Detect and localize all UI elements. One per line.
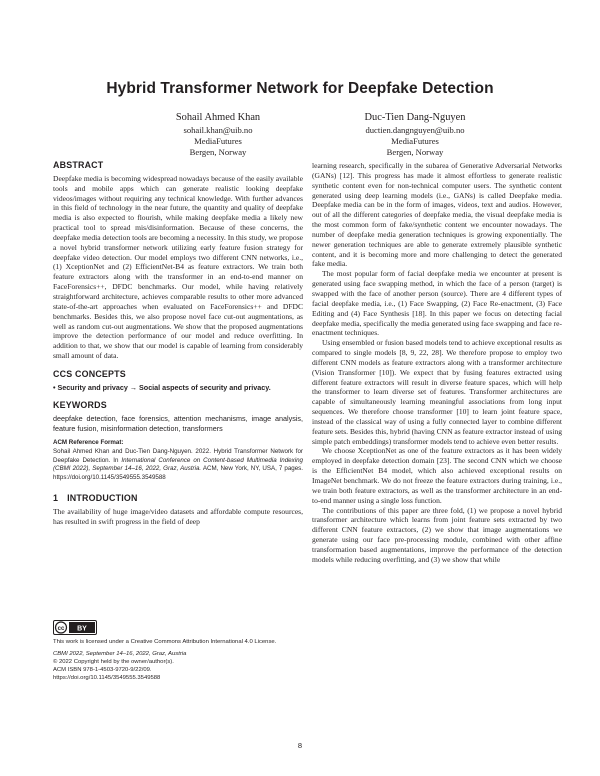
cc-logo-text: cc <box>57 625 65 632</box>
cc-by-logo-icon <box>53 620 97 635</box>
cc-logo-badge: BY <box>77 625 87 633</box>
body-paragraph: The contributions of this paper are three fold, (1) we propose a novel hybrid transformer architecture which learns from joint feature sets extracted by two different CNN feature extractors, (2) we show that image augmentations we generate using our face pre-processing module, combined with other affine transformation based augmentations, improve the performance of the detection models while reducing overfitting, and (3) we show that while <box>312 505 562 564</box>
license-block <box>53 620 303 682</box>
author-location: Bergen, Norway <box>386 147 444 158</box>
ccs-text: • Security and privacy → Social aspects of security and privacy. <box>53 382 271 392</box>
body-paragraph: Using ensembled or fusion based models tend to achieve exceptional results as compared to single models [8, 9, 22, 28]. We therefore propose to employ two different CNN models as feature extractors along with a transformer architecture (Vision Transformer [10]). We expect that by fusing features extracted using different feature extractors will result in diverse feature spaces, which will help the transformer to learn diverse set of features. Transformer architectures are capable of simultaneously learning meaningful associations from long input sequences. We therefore choose transformer [10] to learn joint feature space, instead of the classical way of using a fully connected layer to combine different feature sets. Besides this, hybrid (having CNN as feature extractor instead of using simple patch embeddings) transformer models tend to achieve even better results. <box>312 338 562 446</box>
acm-reference-text: Sohail Ahmed Khan and Duc-Tien Dang-Nguyen. 2022. Hybrid Transformer Network for Deepfake Detection. In <box>53 447 303 464</box>
keywords-heading: KEYWORDS <box>53 400 107 411</box>
abstract-text: Deepfake media is becoming widespread nowadays because of the easily available tools and mobile apps which can generate realistic looking deepfake videos/images without requiring any technical knowledge. With further advances in this field of technology in the near future, the quantity and quality of deepfake media is also expected to flourish, while making deepfake media a likely new practical tool to spread mis/disinformation. Because of these concerns, the deepfake media detection tools are becoming a necessity. In this study, we propose a novel hybrid transformer network utilizing early feature fusion strategy for deepfake video detection. Our model employs two different CNN networks, i.e., (1) XceptionNet and (2) EfficientNet-B4 as feature extractors. We train both feature extractors along with the transformer in an end-to-end manner on FaceForensics++, DFDC benchmarks. Our model, while having relatively straightforward architecture, achieves comparable results to other more advanced state-of-the-art approaches when evaluated on FaceForensics++ and DFDC benchmarks. Besides this, we also propose novel face cut-out augmentations, as well as random cut-out augmentations. We show that the proposed augmentations improve the detection performance of our model and reduce overfitting. In addition to that, we show that our model is capable of learning from considerably small amount of data. <box>53 173 303 361</box>
author-name: Sohail Ahmed Khan <box>175 112 261 123</box>
license-copyright: © 2022 Copyright held by the owner/author(s). <box>53 659 174 665</box>
introduction-text: The availability of huge image/video datasets and affordable compute resources, has resulted in swift progress in the field of deep <box>53 507 303 526</box>
acm-reference-label: ACM Reference Format: <box>53 439 124 447</box>
author-name: Duc-Tien Dang-Nguyen <box>364 112 466 123</box>
body-paragraph: learning research, specifically in the subarea of Generative Adversarial Networks (GANs) [12]. This progress has made it almost effortless to generate realistic synthetic content even for non-technical computer users. The synthetic content generated using deep learning models (i.e., GANs) is called Deepfake media. Deepfake media can be in the form of images, videos, text and audios. However, out of all the different categories of deepfake media, the visual deepfake media is the most common form of fake/synthetic content we encounter nowadays. The number of deepfake media generation techniques is growing exponentially. The newer generation techniques are able to generate extremely plausible synthetic content, and it is becoming more and more challenging to detect the generated fake media. <box>312 161 562 269</box>
body-paragraph: The most popular form of facial deepfake media we encounter at present is generated using face swapping method, in which the face of a person (target) is swapped with the face of another person (source). There are 4 different types of facial deepfake media, i.e., (1) Face Swapping, (2) Face Re-enactment, (3) Face Editing and (4) Face Synthesis [18]. In this paper we focus on detecting facial deepfake media, specifically the media generated using face swapping and face re-enactment techniques. <box>312 269 562 338</box>
ccs-heading: CCS CONCEPTS <box>53 368 126 379</box>
author-affiliation: MediaFutures <box>194 135 242 146</box>
keywords-text: deepfake detection, face forensics, attention mechanisms, image analysis, feature fusion, misinformation detection, transformers <box>53 414 303 433</box>
paper-title: Hybrid Transformer Network for Deepfake Detection <box>106 80 494 97</box>
left-column <box>53 161 303 527</box>
author-email: ductien.dangnguyen@uib.no <box>365 124 465 135</box>
author-block-2 <box>295 112 535 159</box>
license-venue: CBMI 2022, September 14–16, 2022, Graz, Austria <box>53 651 187 657</box>
acm-reference-venue: International Conference on Content-based Multimedia Indexing (CBMI 2022), September 14–16, 2022, Graz, Austria. <box>53 456 303 473</box>
license-text: This work is licensed under a Creative Commons Attribution International 4.0 License. <box>53 639 277 645</box>
section-number: 1 <box>53 493 59 504</box>
abstract-heading: ABSTRACT <box>53 160 104 170</box>
right-column <box>312 161 562 565</box>
license-isbn: ACM ISBN 978-1-4503-9720-9/22/09. <box>53 667 152 673</box>
section-title: INTRODUCTION <box>67 493 138 504</box>
page-number: 8 <box>297 741 303 750</box>
license-doi: https://doi.org/10.1145/3549555.3549588 <box>53 675 161 681</box>
author-location: Bergen, Norway <box>189 147 247 158</box>
body-paragraph: We choose XceptionNet as one of the feature extractors as it has been widely employed in deepfake detection domain [23]. The second CNN which we choose is the EfficientNet B4 model, which also achieved exceptional results on ImageNet benchmark. We do not freeze the feature extractors during training, i.e., we train both feature extractors, as well as the transformer architecture in an end-to-end manner using a single loss function. <box>312 446 562 505</box>
author-affiliation: MediaFutures <box>391 135 439 146</box>
author-email: sohail.khan@uib.no <box>183 124 253 135</box>
acm-reference-doi: ACM, New York, NY, USA, 7 pages. https://doi.org/10.1145/3549555.3549588 <box>53 465 303 481</box>
introduction-heading <box>53 494 303 504</box>
acm-reference <box>53 439 303 482</box>
